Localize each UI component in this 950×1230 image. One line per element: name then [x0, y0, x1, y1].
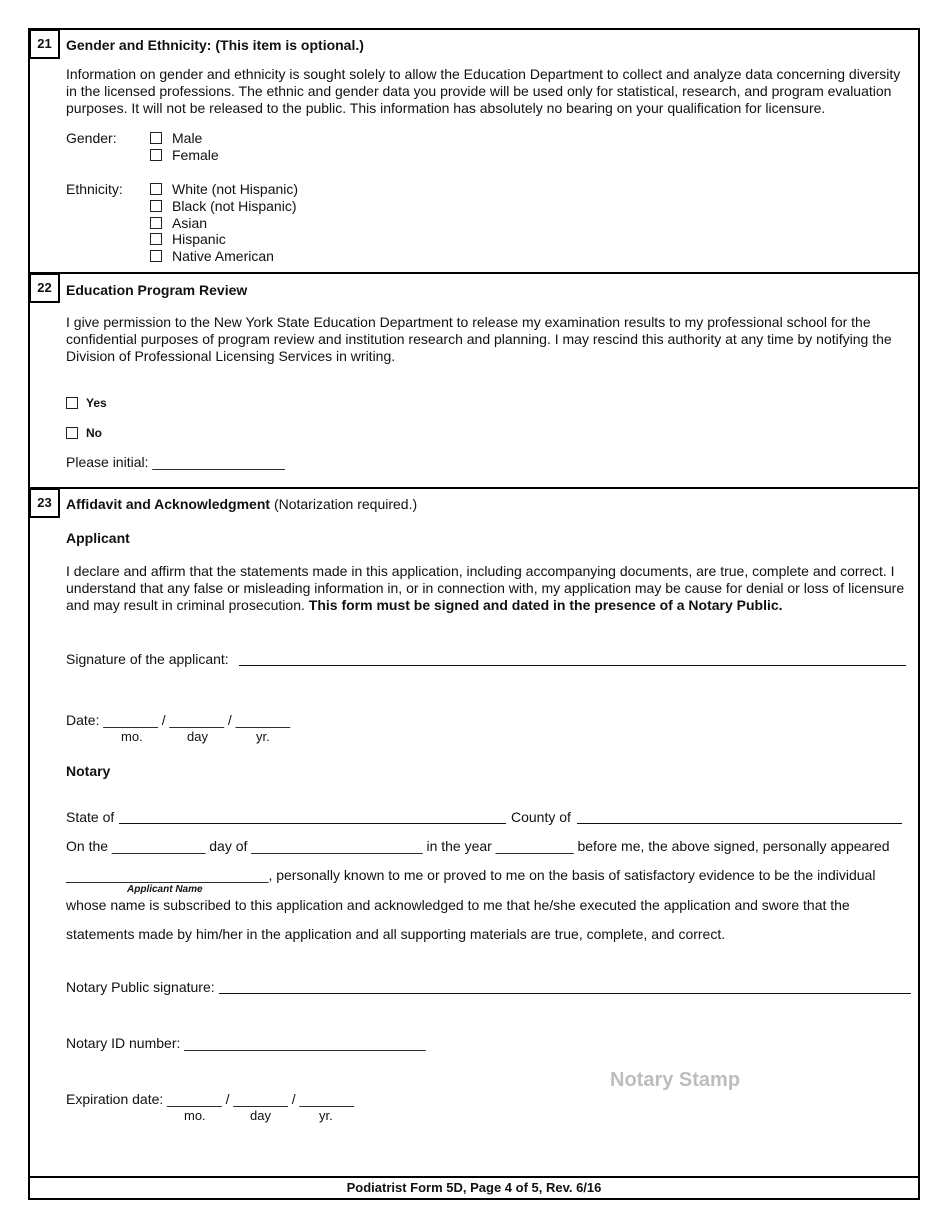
no-label: No: [86, 426, 102, 440]
initial-field[interactable]: Please initial: _________________: [66, 454, 285, 470]
expiration-date-field[interactable]: Expiration date: _______ / _______ / _______: [66, 1091, 355, 1107]
section-title: Gender and Ethnicity: (This item is optional.): [66, 37, 364, 53]
ethnicity-white-checkbox[interactable]: [150, 183, 162, 195]
gender-male-checkbox[interactable]: [150, 132, 162, 144]
form-page: [28, 28, 920, 1200]
section-title: Education Program Review: [66, 282, 248, 298]
notary-signature-label: Notary Public signature:: [66, 979, 215, 995]
signature-label: Signature of the applicant:: [66, 651, 229, 667]
county-of-line[interactable]: [577, 823, 902, 824]
ethnicity-option: White (not Hispanic): [172, 181, 299, 197]
yes-label: Yes: [86, 396, 107, 410]
section-number: 21: [29, 29, 60, 59]
applicant-declaration: [66, 563, 912, 614]
section-title: [66, 496, 417, 512]
date-year-label: yr.: [256, 729, 270, 744]
permission-no-checkbox[interactable]: [66, 427, 78, 439]
gender-option: Male: [172, 130, 203, 146]
statements-text: statements made by him/her in the application and all supporting materials are true, complete, and correct.: [66, 926, 726, 942]
gender-option: Female: [172, 147, 219, 163]
ethnicity-hispanic-checkbox[interactable]: [150, 233, 162, 245]
section-title-main: Affidavit and Acknowledgment: [66, 496, 271, 512]
gender-label: Gender:: [66, 130, 117, 146]
ethnicity-option: Black (not Hispanic): [172, 198, 297, 214]
applicant-name-line[interactable]: __________________________, personally known to me or proved to me on the basis of satisfactory evidence to be the individual: [66, 867, 876, 883]
on-the-line[interactable]: On the ____________ day of ______________________ in the year __________ before me, the above signed, personally appeared: [66, 838, 890, 854]
gender-female-checkbox[interactable]: [150, 149, 162, 161]
section-intro: I give permission to the New York State Education Department to release my examination results to my professional school for the confidential purposes of program review and institution research and planning. I may rescind this authority at any time by notifying the Division of Professional Licensing Services in writing.: [66, 314, 892, 364]
section-title-sub: (Notarization required.): [270, 496, 418, 512]
notary-signature-line[interactable]: [219, 993, 911, 994]
signature-line[interactable]: [239, 665, 906, 666]
state-of-line[interactable]: [119, 823, 506, 824]
section-23: [30, 489, 918, 1180]
notary-id-field[interactable]: Notary ID number: _______________________________: [66, 1035, 426, 1051]
declaration-text: I declare and affirm that the statements made in this application, including accompanying documents, are true, complete and correct. I understand that any false or misleading information in, or in connection with, my application may be cause for denial or loss of licensure and may result in criminal prosecution.: [66, 563, 905, 613]
section-intro: Information on gender and ethnicity is sought solely to allow the Education Department to collect and analyze data concerning diversity in the licensed professions. The ethnic and gender data you provide will be used only for statistical, research, and program evaluation purposes. It will not be released to the public. This information has absolutely no bearing on your qualification for licensure.: [66, 66, 901, 116]
ethnicity-option: Asian: [172, 215, 208, 231]
expiration-year-label: yr.: [319, 1108, 333, 1123]
notary-heading: Notary: [66, 763, 111, 779]
applicant-name-label: Applicant Name: [127, 884, 203, 895]
county-of-label: County of: [511, 809, 571, 825]
permission-yes-checkbox[interactable]: [66, 397, 78, 409]
section-number: 22: [29, 273, 60, 303]
declaration-bold-text: This form must be signed and dated in the presence of a Notary Public.: [308, 597, 783, 613]
section-22: [30, 274, 918, 489]
ethnicity-option: Native American: [172, 248, 274, 264]
ethnicity-option: Hispanic: [172, 231, 226, 247]
notary-stamp-area: Notary Stamp: [610, 1069, 741, 1091]
section-number: 23: [29, 488, 60, 518]
applicant-heading: Applicant: [66, 530, 130, 546]
state-of-label: State of: [66, 809, 115, 825]
whose-name-text: whose name is subscribed to this application and acknowledged to me that he/she executed the application and swore that the: [66, 897, 850, 913]
expiration-day-label: day: [250, 1108, 271, 1123]
section-21: [30, 30, 918, 274]
date-field[interactable]: Date: _______ / _______ / _______: [66, 712, 291, 728]
ethnicity-native-american-checkbox[interactable]: [150, 250, 162, 262]
expiration-month-label: mo.: [184, 1108, 206, 1123]
ethnicity-asian-checkbox[interactable]: [150, 217, 162, 229]
date-day-label: day: [187, 729, 208, 744]
ethnicity-label: Ethnicity:: [66, 181, 123, 197]
date-month-label: mo.: [121, 729, 143, 744]
form-footer: Podiatrist Form 5D, Page 4 of 5, Rev. 6/16: [30, 1176, 918, 1198]
ethnicity-black-checkbox[interactable]: [150, 200, 162, 212]
